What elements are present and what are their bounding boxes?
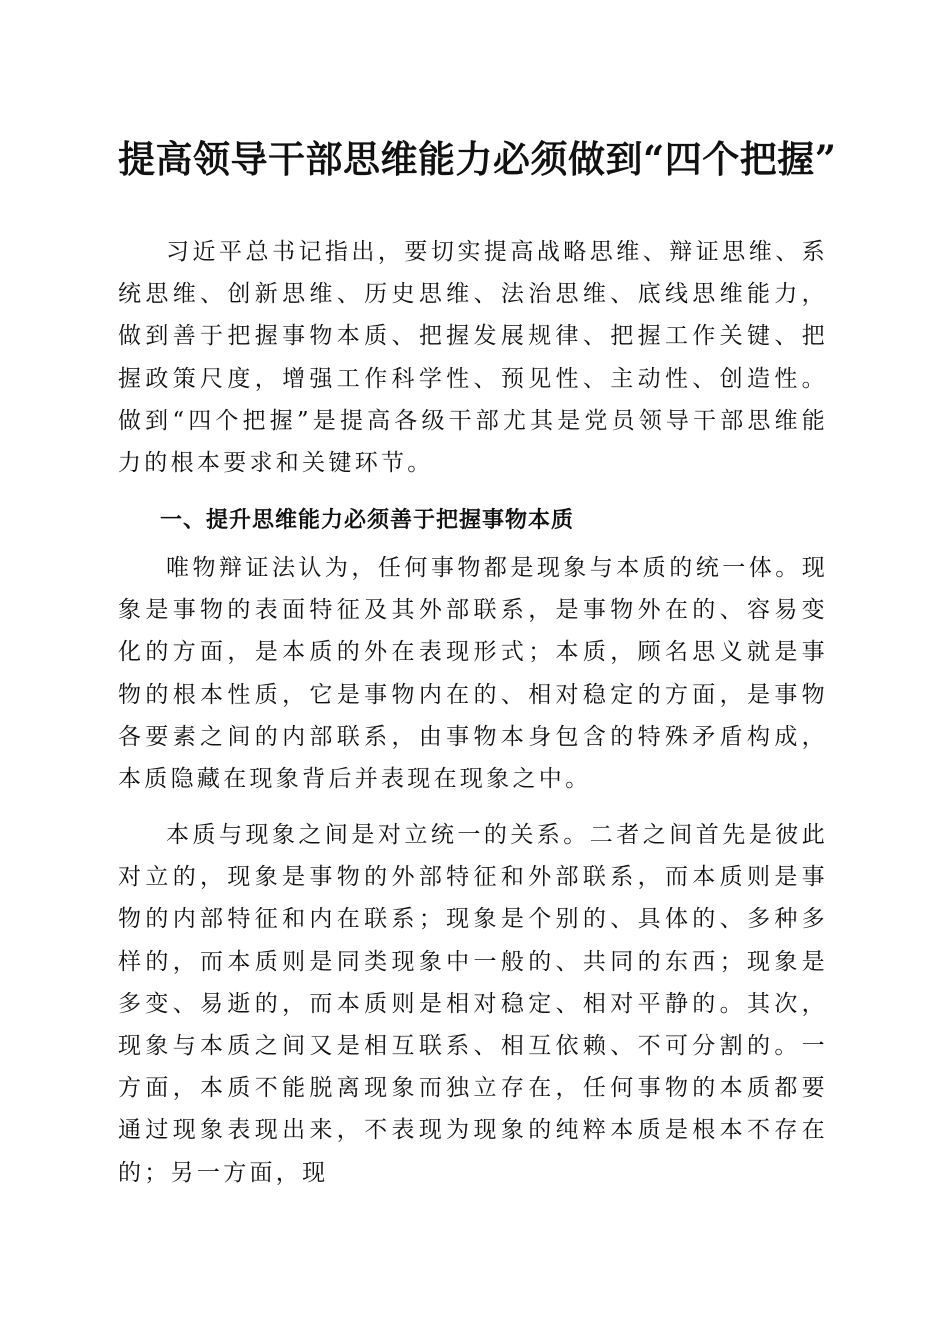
section1-paragraph-1: 唯物辩证法认为，任何事物都是现象与本质的统一体。现象是事物的表面特征及其外部联系，是事物外在的、容易变化的方面，是本质的外在表现形式；本质，顾名思义就是事物的根本性质，它是事物内在的、相对稳定的方面，是事物各要素之间的内部联系，由事物本身包含的特殊矛盾构成，本质隐藏在现象背后并表现在现象之中。 [118,555,828,793]
section1-paragraph-2: 本质与现象之间是对立统一的关系。二者之间首先是彼此对立的，现象是事物的外部特征和外部联系，而本质则是事物的内部特征和内在联系；现象是个别的、具体的、多种多样的，而本质则是同类现象中一般的、共同的东西；现象是多变、易逝的，而本质则是相对稳定、相对平静的。其次，现象与本质之间又是相互联系、相互依赖、不可分割的。一方面，本质不能脱离现象而独立存在，任何事物的本质都要通过现象表现出来，不表现为现象的纯粹本质是根本不存在的；另一方面，现 [118,822,828,1186]
intro-paragraph: 习近平总书记指出，要切实提高战略思维、辩证思维、系统思维、创新思维、历史思维、法治思维、底线思维能力，做到善于把握事物本质、把握发展规律、把握工作关键、把握政策尺度，增强工作科学性、预见性、主动性、创造性。做到“四个把握”是提高各级干部尤其是党员领导干部思维能力的根本要求和关键环节。 [118,239,828,477]
document-title: 提高领导干部思维能力必须做到“四个把握” [118,137,837,181]
section-heading-1: 一、提升思维能力必须善于把握事物本质 [160,508,575,533]
